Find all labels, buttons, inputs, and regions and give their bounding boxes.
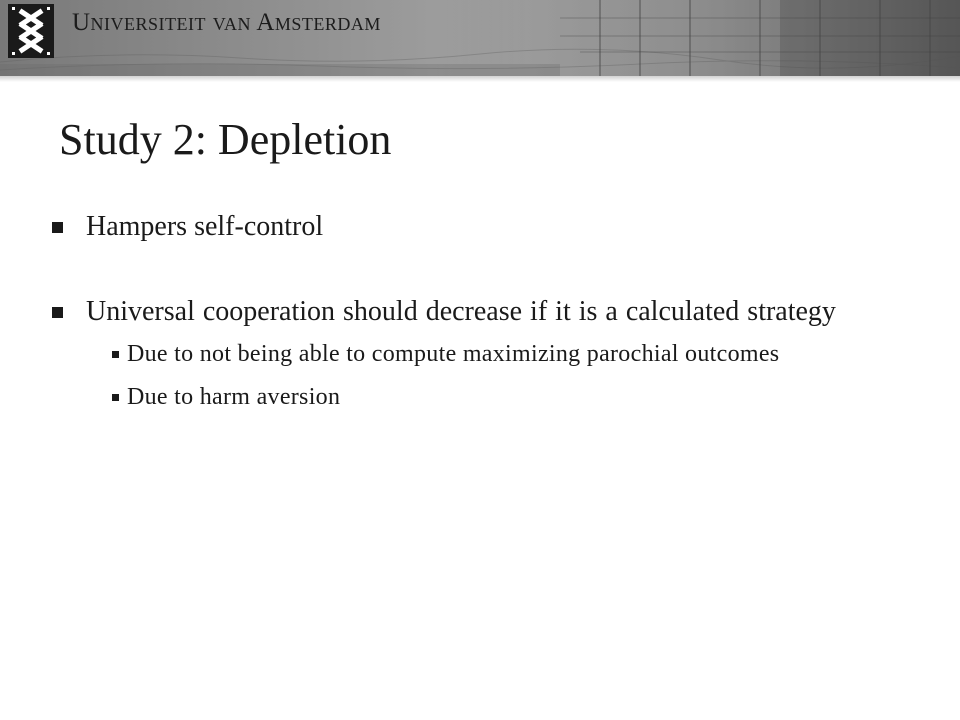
header-banner	[0, 0, 960, 76]
uva-logo	[8, 4, 54, 58]
square-bullet-icon	[52, 222, 63, 233]
sub-bullet-text: Due to not being able to compute maximizing parochial outcomes	[127, 341, 780, 367]
uva-crest-icon	[8, 4, 54, 58]
sub-bullet-item	[50, 340, 910, 368]
square-bullet-icon	[112, 394, 119, 401]
sub-bullet-text: Due to harm aversion	[127, 384, 341, 410]
bullet-text: Universal cooperation should decrease if it is a calculated strategy	[86, 296, 836, 327]
bullet-item	[50, 210, 910, 243]
bullet-item	[50, 295, 910, 328]
banner-shadow	[0, 76, 960, 82]
square-bullet-icon	[52, 307, 63, 318]
institution-name: Universiteit van Amsterdam	[72, 9, 381, 36]
slide-title: Study 2: Depletion	[59, 115, 392, 164]
sub-bullet-item	[50, 383, 910, 411]
bullet-list	[50, 210, 910, 411]
square-bullet-icon	[112, 351, 119, 358]
bullet-text: Hampers self-control	[86, 211, 324, 242]
